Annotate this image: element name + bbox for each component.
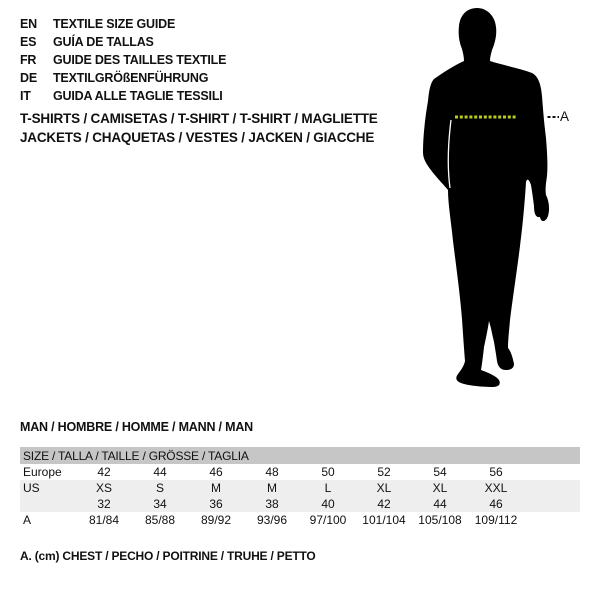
table-cell: 38 <box>265 497 279 511</box>
man-silhouette-svg <box>420 8 570 389</box>
table-row-unlabeled <box>20 496 580 512</box>
man-silhouette-path <box>423 8 549 387</box>
man-silhouette-figure <box>420 8 570 389</box>
table-cell: 42 <box>97 465 111 479</box>
language-code: EN <box>20 17 37 31</box>
table-cell: L <box>324 481 332 495</box>
table-cell: 81/84 <box>88 513 120 527</box>
category-list <box>20 110 378 147</box>
table-row-a-chest <box>20 512 580 528</box>
language-row <box>20 33 226 51</box>
table-cell: 44 <box>153 465 167 479</box>
table-cell: 32 <box>97 497 111 511</box>
language-row <box>20 87 226 105</box>
language-title: TEXTILGRÖßENFÜHRUNG <box>53 71 209 85</box>
table-cell: 46 <box>489 497 503 511</box>
table-cell: 105/108 <box>418 513 462 527</box>
table-cell: 36 <box>209 497 223 511</box>
size-table <box>20 447 580 528</box>
table-cell: 85/88 <box>144 513 176 527</box>
table-cell: 89/92 <box>200 513 232 527</box>
table-cell: 50 <box>321 465 335 479</box>
table-cell: 101/104 <box>362 513 406 527</box>
language-row <box>20 15 226 33</box>
table-cell: M <box>211 481 221 495</box>
language-title: GUIDE DES TAILLES TEXTILE <box>53 53 227 67</box>
table-cell: 109/112 <box>474 513 518 527</box>
table-cell: M <box>267 481 277 495</box>
table-cell: 34 <box>153 497 167 511</box>
table-cell: XXL <box>484 481 508 495</box>
table-cell: XS <box>95 481 112 495</box>
table-cell: 97/100 <box>309 513 347 527</box>
table-cell: 52 <box>377 465 391 479</box>
table-cell: 54 <box>433 465 447 479</box>
section-title-man: MAN / HOMBRE / HOMME / MANN / MAN <box>20 420 253 434</box>
category-line-jackets: JACKETS / CHAQUETAS / VESTES / JACKEN / GIACCHE <box>20 129 375 145</box>
table-cell: 40 <box>321 497 335 511</box>
row-label: US <box>23 481 40 495</box>
table-cell: S <box>155 481 164 495</box>
size-table-header: SIZE / TALLA / TAILLE / GRÖSSE / TAGLIA <box>20 447 580 464</box>
table-cell: 46 <box>209 465 223 479</box>
table-row-us <box>20 480 580 496</box>
table-cell: XL <box>376 481 392 495</box>
table-cell: 48 <box>265 465 279 479</box>
table-cell: 93/96 <box>256 513 288 527</box>
category-line-tshirts: T-SHIRTS / CAMISETAS / T-SHIRT / T-SHIRT / MAGLIETTE <box>20 111 378 126</box>
table-cell: 56 <box>489 465 503 479</box>
table-cell: 44 <box>433 497 447 511</box>
language-code: ES <box>20 35 37 49</box>
language-title: GUÍA DE TALLAS <box>53 35 154 49</box>
table-row-europe <box>20 464 580 480</box>
language-code: DE <box>20 71 37 85</box>
row-label: Europe <box>23 465 62 479</box>
language-title: TEXTILE SIZE GUIDE <box>53 17 176 31</box>
measure-label-a: A <box>560 109 570 124</box>
row-label: A <box>23 513 32 527</box>
language-row <box>20 51 226 69</box>
table-cell: XL <box>432 481 448 495</box>
measurement-footnote: A. (cm) CHEST / PECHO / POITRINE / TRUHE / PETTO <box>20 549 316 563</box>
table-cell: 42 <box>377 497 391 511</box>
language-list <box>20 15 226 105</box>
language-row <box>20 69 226 87</box>
language-code: IT <box>20 89 31 103</box>
language-title: GUIDA ALLE TAGLIE TESSILI <box>53 89 223 103</box>
language-code: FR <box>20 53 37 67</box>
